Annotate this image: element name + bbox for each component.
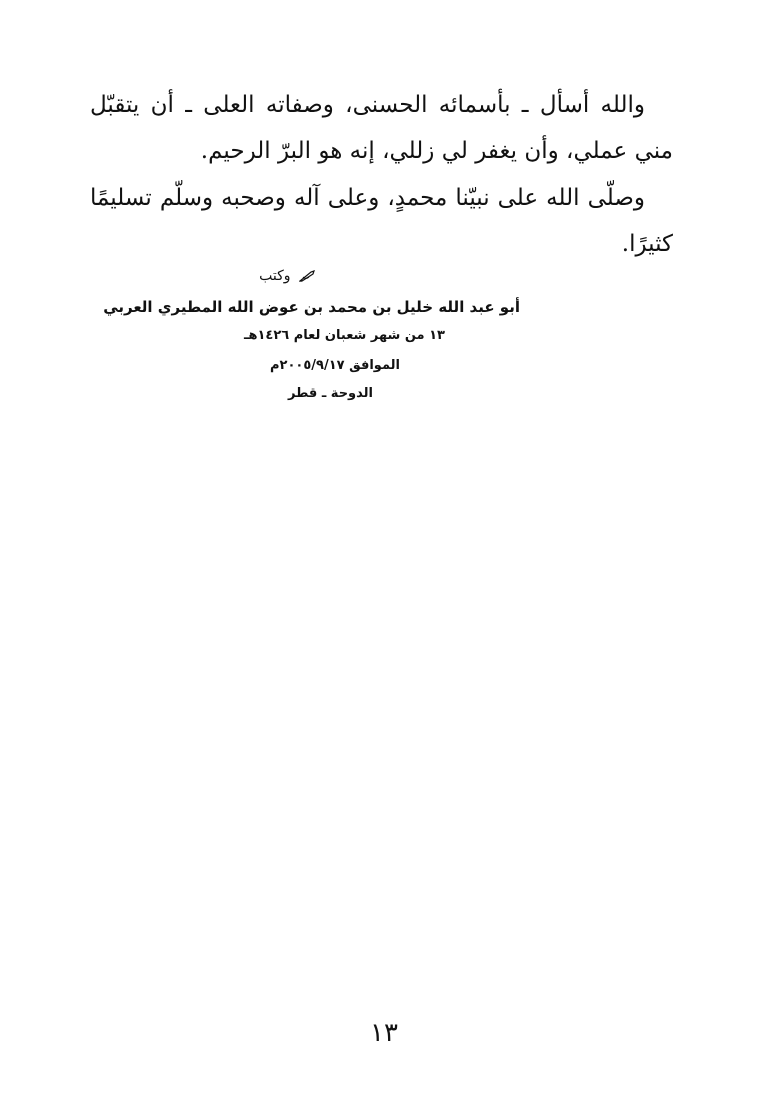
closing-prayer-paragraph: والله أسأل ـ بأسمائه الحسنى، وصفاته العلى ـ أن يتقبّل مني عملي، وأن يغفر لي زللي، إنه هو البرّ الرحيم.	[90, 92, 673, 164]
pen-icon	[299, 270, 315, 282]
gregorian-date: الموافق ٢٠٠٥/٩/١٧م	[270, 358, 400, 373]
salutation-paragraph: وصلّى الله على نبيّنا محمدٍ، وعلى آله وصحبه وسلّم تسليمًا كثيرًا.	[90, 185, 673, 257]
signature-place: الدوحة ـ قطر	[288, 386, 373, 401]
page-number: ١٣	[370, 1018, 398, 1048]
signature-wrote-line	[259, 268, 315, 284]
hijri-date: ١٣ من شهر شعبان لعام ١٤٢٦هـ	[244, 328, 445, 343]
body-text	[90, 82, 673, 267]
author-name: أبو عبد الله خليل بن محمد بن عوض الله المطيري العربي	[103, 298, 520, 316]
signature-wrote-label: وكتب	[259, 268, 291, 284]
